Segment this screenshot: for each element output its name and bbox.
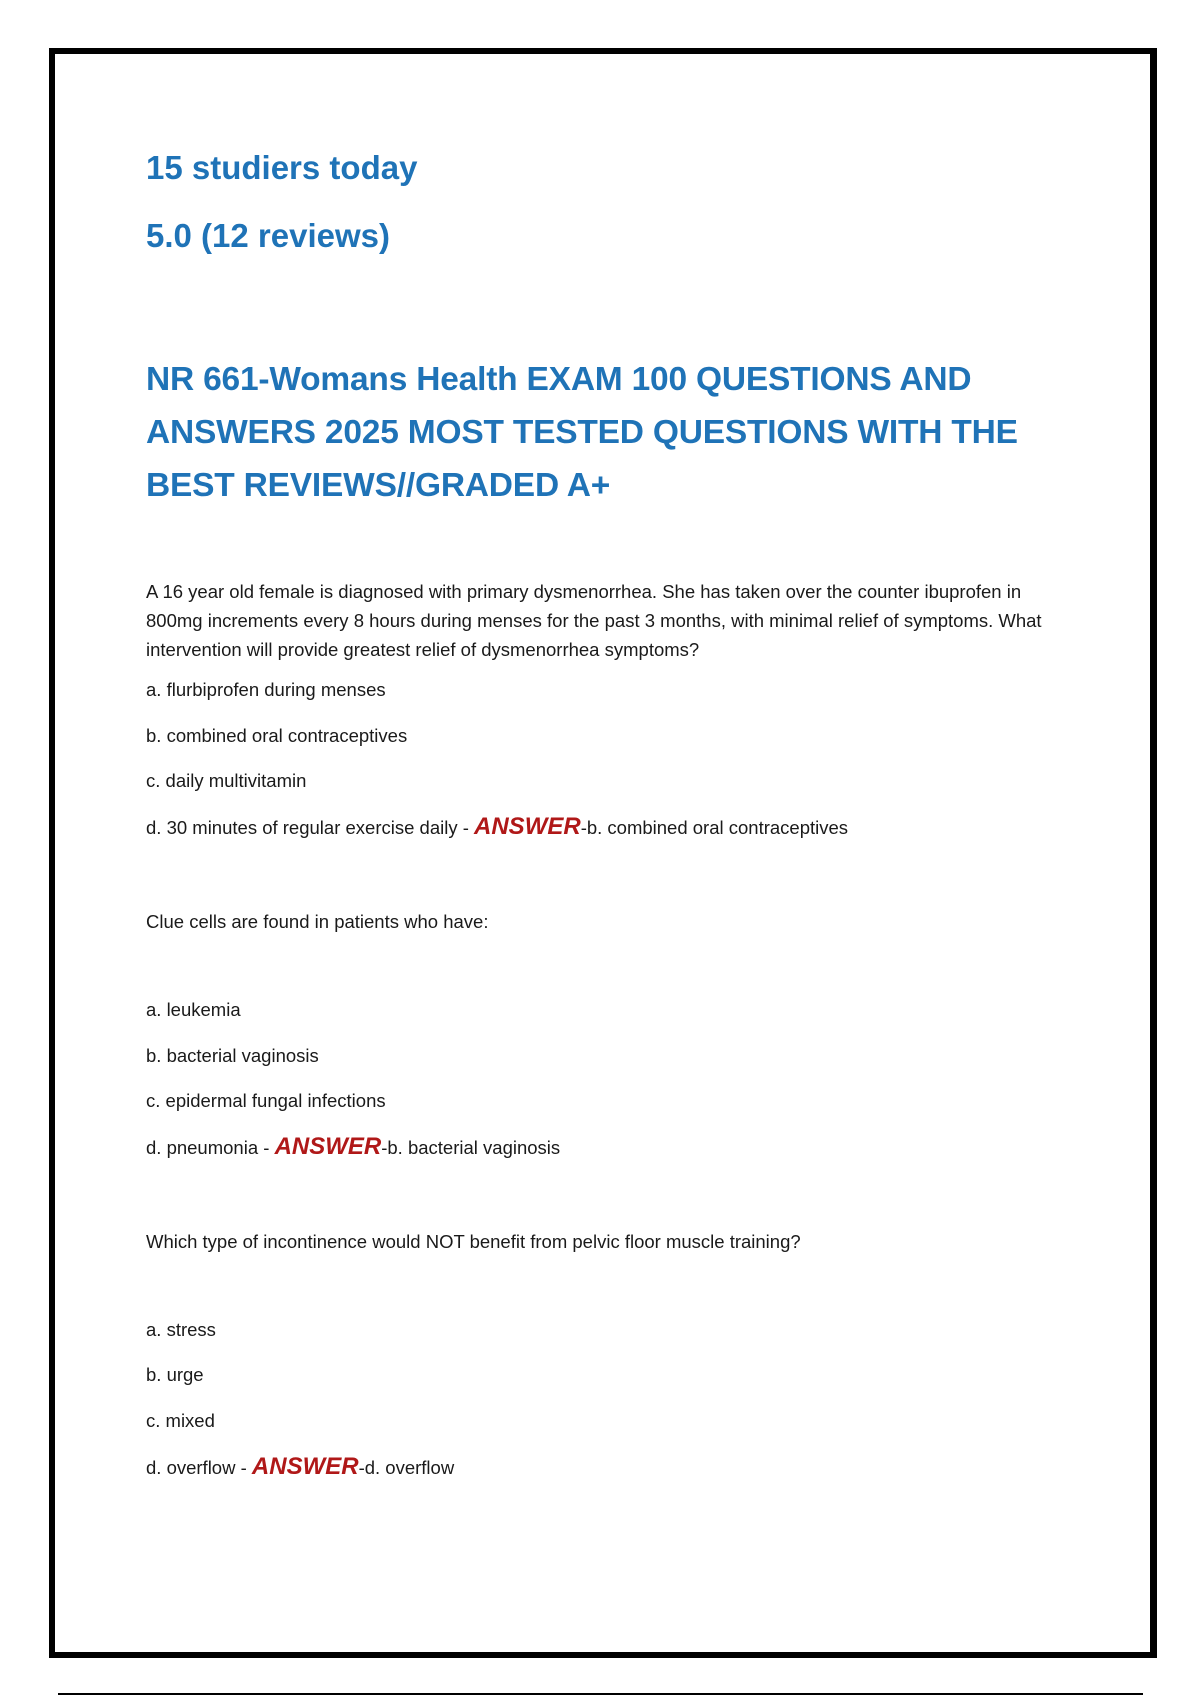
question-text: A 16 year old female is diagnosed with primary dysmenorrhea. She has taken over the counter ibuprofen in 800mg increments every 8 hours during menses for the past 3 months, with minimal relief of symptoms. What intervention will provide greatest relief of dysmenorrhea symptoms? [146,581,1042,660]
option-b: b. bacterial vaginosis [146,1045,319,1066]
document-title: NR 661-Womans Health EXAM 100 QUESTIONS AND ANSWERS 2025 MOST TESTED QUESTIONS WITH THE BEST REVIEWS//GRADED A+ [146,361,1018,504]
option-b: b. urge [146,1364,204,1385]
option-d-with-answer [146,1455,1046,1480]
option-d: d. overflow - [146,1457,247,1478]
answer-label: ANSWER [274,1133,382,1160]
option-d: d. 30 minutes of regular exercise daily - [146,817,469,838]
answer-label: ANSWER [251,1453,359,1480]
option-c: c. epidermal fungal infections [146,1090,386,1111]
studiers-count: 15 studiers today [146,149,418,186]
question-2 [146,907,1046,1160]
question-3 [146,1227,1046,1480]
option-c: c. mixed [146,1410,215,1431]
document-content [146,148,1046,1480]
option-a: a. leukemia [146,999,241,1020]
rating-summary: 5.0 (12 reviews) [146,217,390,254]
option-d-with-answer [146,815,1046,840]
option-a: a. flurbiprofen during menses [146,679,386,700]
option-d: d. pneumonia - [146,1137,270,1158]
option-d-with-answer [146,1135,1046,1160]
option-b: b. combined oral contraceptives [146,725,408,746]
option-a: a. stress [146,1319,216,1340]
answer-label: ANSWER [474,813,581,840]
bottom-divider [58,1693,1143,1695]
correct-answer: -b. bacterial vaginosis [381,1137,561,1158]
question-text: Which type of incontinence would NOT benefit from pelvic floor muscle training? [146,1231,801,1252]
correct-answer: -d. overflow [358,1457,455,1478]
question-1 [146,577,1046,840]
question-text: Clue cells are found in patients who have: [146,911,489,932]
option-c: c. daily multivitamin [146,770,307,791]
correct-answer: -b. combined oral contraceptives [580,817,849,838]
